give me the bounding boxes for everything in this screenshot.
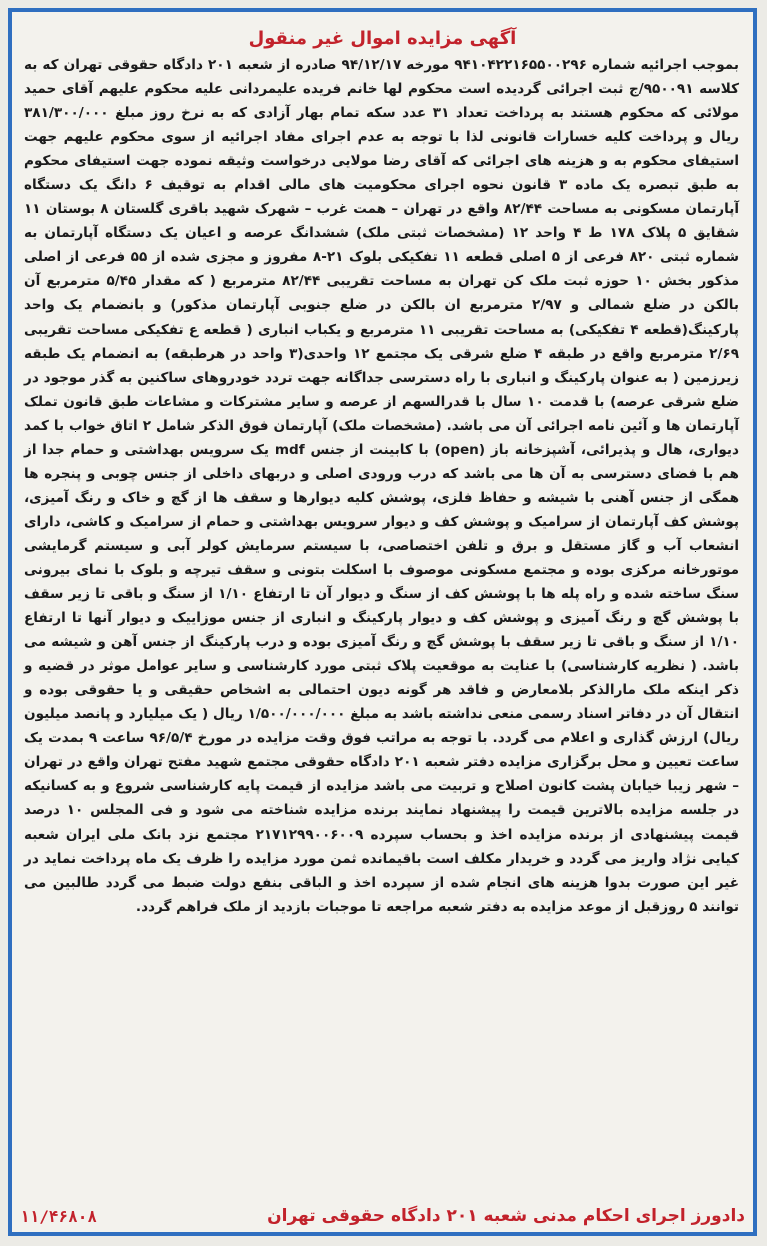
notice-footer <box>20 1206 745 1226</box>
notice-code: ۱۱/۴۶۸۰۸ <box>20 1206 98 1226</box>
notice-title: آگهی مزایده اموال غیر منقول <box>248 28 517 49</box>
notice-issuer: دادورز اجرای احکام مدنی شعبه ۲۰۱ دادگاه حقوقی تهران <box>267 1206 745 1226</box>
notice-body: بموجب اجرائیه شماره ۹۴۱۰۴۲۲۱۶۵۵۰۰۲۹۶ مورخه ۹۴/۱۲/۱۷ صادره از شعبه ۲۰۱ دادگاه حقوقی تهران که به کلاسه ۹۵۰۰۹۱/ج ثبت اجرائی گردیده است محکوم لها خانم فریده علیمردانی علیه محکوم علیهم آقای حمید مولائی که محکوم هستند به پرداخت تعداد ۳۱ عدد سکه تمام بهار آزادی که به نرخ روز مبلغ ۳۸۱/۳۰۰/۰۰۰ ریال و پرداخت کلیه خسارات قانونی لذا با توجه به عدم اجرای مفاد اجرائیه از سوی محکوم علیهم جهت استیفای محکوم به و هزینه های اجرائی که آقای رضا مولایی درخواست وثیقه نموده جهت استیفای محکوم به طبق تبصره یک ماده ۳ قانون نحوه اجرای محکومیت های مالی اقدام به توقیف ۶ دانگ یک دستگاه آپارتمان مسکونی به مساحت ۸۲/۴۴ واقع در تهران – همت غرب – شهرک شهید باقری گلستان ۸ بوستان ۱۱ شقایق ۵ پلاک ۱۷۸ ط ۴ واحد ۱۲ (مشخصات ثبتی ملک) ششدانگ عرصه و اعیان یک دستگاه آپارتمان به شماره ثبتی ۸۲۰ فرعی از ۵ اصلی قطعه ۱۱ تفکیکی بلوک ۲۱-۸ مفروز و مجزی شده از ۵۵ فرعی از اصلی مذکور بخش ۱۰ حوزه ثبت ملک کن تهران به مساحت تقریبی ۸۲/۴۴ مترمربع ( که مقدار ۵/۴۵ مترمربع آن بالکن در ضلع شمالی و ۲/۹۷ مترمربع ان بالکن در ضلع جنوبی آپارتمان مذکور) و بانضمام یک واحد پارکینگ(قطعه ۴ تفکیکی) به مساحت تقریبی ۱۱ مترمربع و یکباب انباری ( قطعه ع تفکیکی مساحت تقریبی ۲/۶۹ مترمربع واقع در طبقه ۴ ضلع شرقی یک مجتمع ۱۲ واحدی(۳ واحد در هرطبقه) به انضمام یک طبقه زیرزمین ( به عنوان پارکینگ و انباری با راه دسترسی جداگانه جهت تردد خودروهای ساکنین به گذر موجود در ضلع شرقی عرصه) با قدمت ۱۰ سال با قدرالسهم از عرصه و سایر مشترکات و مشاعات طبق قانون تملک آپارتمان ها و آئین نامه اجرائی آن می باشد. (مشخصات ملک) آپارتمان فوق الذکر شامل ۲ اتاق خواب با کمد دیواری، هال و پذیرائی، آشپزخانه باز (open) با کابینت از جنس mdf یک سرویس بهداشتی و حمام جدا از هم با فضای دسترسی به آن ها می باشد که درب ورودی اصلی و دربهای داخلی از جنس چوبی و پنجره ها همگی از جنس آهنی با شیشه و حفاظ فلزی، پوشش کلیه دیوارها و سقف ها از گچ و خاک و رنگ آمیزی، پوشش کف آپارتمان از سرامیک و پوشش کف و دیوار سرویس بهداشتی و حمام از سرامیک و کاشی، دارای انشعاب آب و گاز مستقل و برق و تلفن اختصاصی، با سیستم سرمایش کولر آبی و سیستم گرمایشی موتورخانه مرکزی بوده و مجتمع مسکونی موصوف با اسکلت بتونی و سقف تیرچه و بلوک با نمای بیرونی سنگ ساخته شده و راه پله ها با پوشش کف از سنگ و دیوار آن تا ارتفاع ۱/۱۰ از سنگ و باقی تا زیر سقف با پوشش گچ و رنگ آمیزی و پوشش کف و دیوار پارکینگ و انباری از جنس موزاییک و دیوار آنها تا ارتفاع ۱/۱۰ از سنگ و باقی تا زیر سقف با پوشش گچ و رنگ آمیزی بوده و درب پارکینگ از جنس آهن و شیشه می باشد. ( نظریه کارشناسی) با عنایت به موقعیت پلاک ثبتی مورد کارشناسی و سایر عوامل موثر در قضیه و ذکر اینکه ملک مارالذکر بلامعارض و فاقد هر گونه دیون احتمالی به اشخاص حقیقی و یا حقوقی بوده و انتقال آن در دفاتر اسناد رسمی منعی نداشته باشد به مبلغ ۱/۵۰۰/۰۰۰/۰۰۰ ریال ( یک میلیارد و پانصد میلیون ریال) ارزش گذاری و اعلام می گردد. با توجه به مراتب فوق وقت مزایده در مورخ ۹۶/۵/۴ ساعت ۹ بمدت یک ساعت تعیین و محل برگزاری مزایده دفتر شعبه ۲۰۱ دادگاه حقوقی مجتمع شهید مفتح تهران واقع در تهران – شهر زیبا خیابان پشت کانون اصلاح و تربیت می باشد مزایده از قیمت پایه کارشناسی شروع و به کسانیکه در جلسه مزایده بالاترین قیمت را پیشنهاد نمایند برنده مزایده شناخته می شود و فی المجلس ۱۰ درصد قیمت پیشنهادی از برنده مزایده اخذ و بحساب سپرده ۲۱۷۱۲۹۹۰۰۶۰۰۹ مجتمع نزد بانک ملی ایران شعبه کیایی نژاد واریز می گردد و خریدار مکلف است باقیمانده ثمن مورد مزایده را ظرف یک ماه پرداخت نماید در غیر این صورت بدوا هزینه های انجام شده از سپرده اخذ و الباقی بنفع دولت ضبط می گردد طالبین می توانند ۵ روزقبل از موعد مزایده به دفتر شعبه مراجعه تا موجبات بازدید از ملک فراهم گردد. <box>24 57 740 915</box>
auction-notice <box>8 8 757 1236</box>
